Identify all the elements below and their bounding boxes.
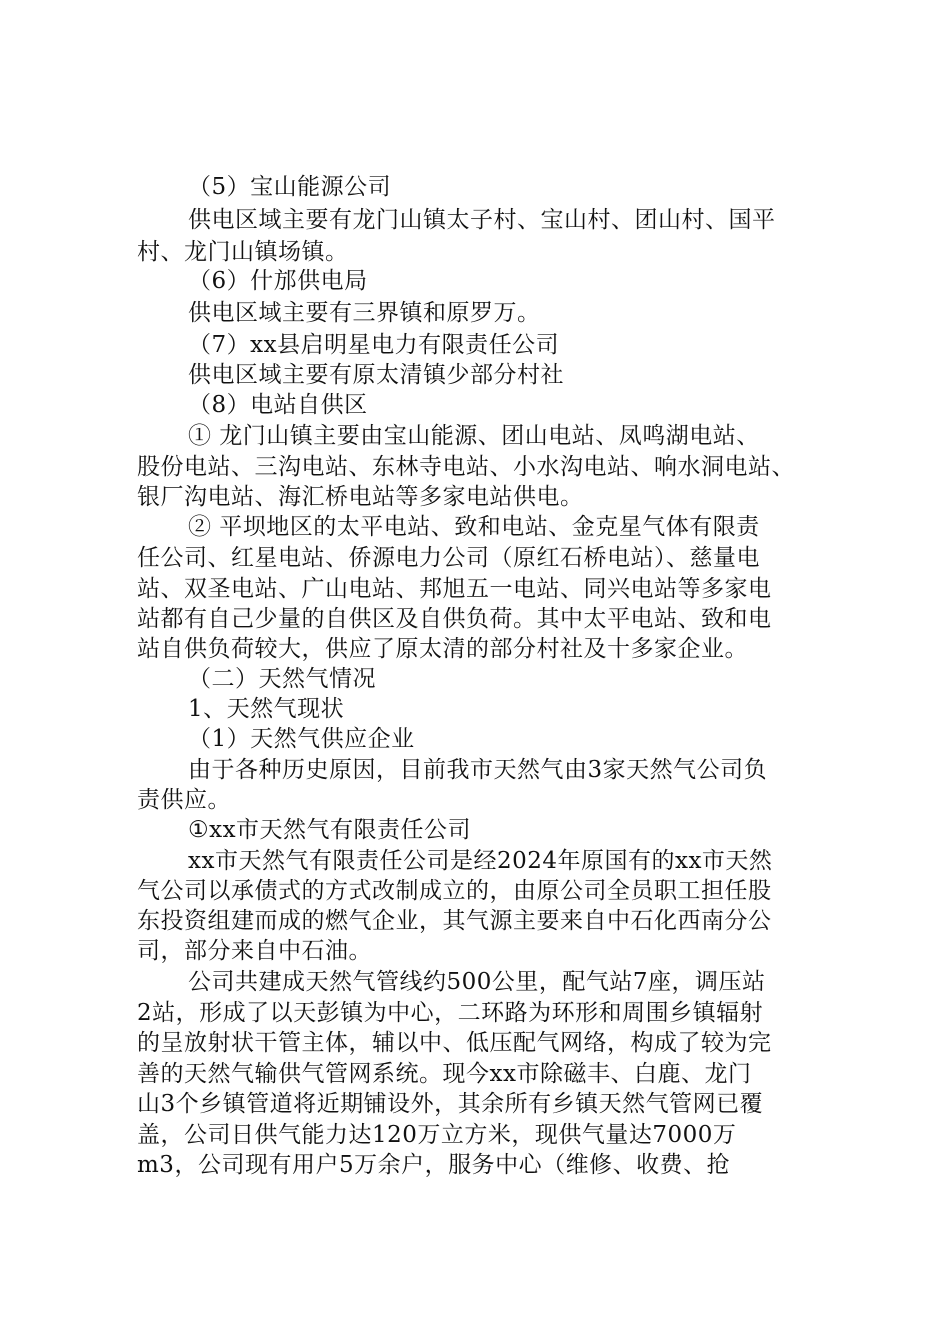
- heading-self-supply-area: （8）电站自供区: [188, 392, 368, 418]
- heading-shifang-bureau: （6）什邡供电局: [188, 268, 368, 294]
- paragraph-line: 站、双圣电站、广山电站、邦旭五一电站、同兴电站等多家电: [137, 576, 772, 602]
- paragraph-line: 任公司、红星电站、侨源电力公司（原红石桥电站）、慈量电: [137, 545, 760, 571]
- paragraph-line: 供电区域主要有龙门山镇太子村、宝山村、团山村、国平: [188, 207, 776, 233]
- paragraph-line: 公司共建成天然气管线约500公里，配气站7座，调压站: [188, 969, 766, 995]
- paragraph-line: xx市天然气有限责任公司是经2024年原国有的xx市天然: [188, 848, 773, 874]
- paragraph-line: 村、龙门山镇场镇。: [137, 239, 349, 265]
- paragraph-line: 善的天然气输供气管网系统。现今xx市除磁丰、白鹿、龙门: [137, 1061, 752, 1087]
- paragraph-line: 东投资组建而成的燃气企业，其气源主要来自中石化西南分公: [137, 908, 772, 934]
- paragraph-line: 责供应。: [137, 787, 231, 813]
- paragraph-line: 盖，公司日供气能力达120万立方米，现供气量达7000万: [137, 1122, 737, 1148]
- paragraph-line: 气公司以承债式的方式改制成立的，由原公司全员职工担任股: [137, 878, 772, 904]
- heading-gas-suppliers: （1）天然气供应企业: [188, 726, 415, 752]
- paragraph-line: 2站，形成了以天彭镇为中心，二环路为环形和周围乡镇辐射: [137, 1000, 764, 1026]
- paragraph-line: 站都有自己少量的自供区及自供负荷。其中太平电站、致和电: [137, 606, 772, 632]
- paragraph-line: 山3个乡镇管道将近期铺设外，其余所有乡镇天然气管网已覆: [137, 1091, 764, 1117]
- paragraph-line: 站自供负荷较大，供应了原太清的部分村社及十多家企业。: [137, 636, 748, 662]
- paragraph-line: 的呈放射状干管主体，辅以中、低压配气网络，构成了较为完: [137, 1030, 772, 1056]
- paragraph-line: 股份电站、三沟电站、东林寺电站、小水沟电站、响水洞电站、: [137, 454, 795, 480]
- paragraph-line: 供电区域主要有原太清镇少部分村社: [188, 362, 564, 388]
- heading-qimingxing: （7）xx县启明星电力有限责任公司: [188, 332, 560, 358]
- heading-gas-status: 1、天然气现状: [188, 696, 345, 722]
- paragraph-line: 银厂沟电站、海汇桥电站等多家电站供电。: [137, 484, 584, 510]
- paragraph-line: ① 龙门山镇主要由宝山能源、团山电站、凤鸣湖电站、: [188, 423, 760, 449]
- paragraph-line: ② 平坝地区的太平电站、致和电站、金克星气体有限责: [188, 514, 760, 540]
- heading-baoshan-energy: （5）宝山能源公司: [188, 174, 392, 200]
- heading-xx-gas-company: ①xx市天然气有限责任公司: [188, 817, 472, 843]
- paragraph-line: m3，公司现有用户5万余户，服务中心（维修、收费、抢: [137, 1152, 731, 1178]
- paragraph-line: 由于各种历史原因，目前我市天然气由3家天然气公司负: [188, 757, 768, 783]
- paragraph-line: 司，部分来自中石油。: [137, 938, 372, 964]
- heading-natural-gas: （二）天然气情况: [188, 666, 376, 692]
- paragraph-line: 供电区域主要有三界镇和原罗万。: [188, 300, 541, 326]
